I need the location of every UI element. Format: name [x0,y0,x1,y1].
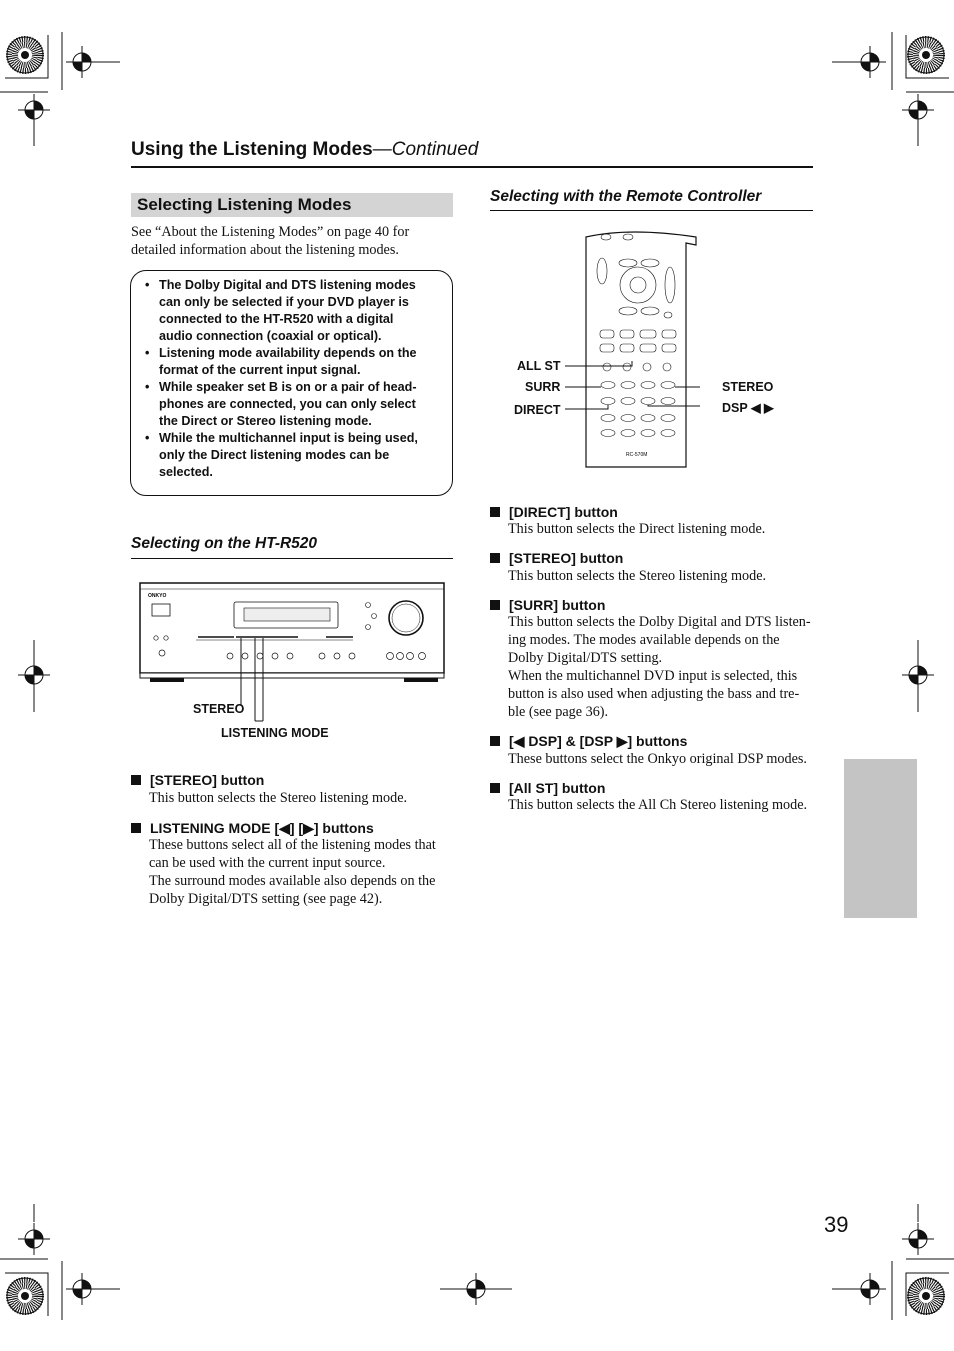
desc-line: These buttons select all of the listening modes that [149,837,436,853]
receiver-label-stereo: STEREO [193,702,245,716]
btn-desc [508,567,818,585]
note-item [143,379,440,430]
desc-line: button is also used when adjusting the bass and tre- [508,686,800,702]
subsection-rule [131,558,453,559]
note-line: connected to the HT-R520 with a digital [159,312,394,326]
page-title [131,139,478,161]
desc-line: ing modes. The modes available depends on the [508,632,780,648]
remote-illustration [560,225,700,470]
square-bullet-icon [490,553,500,563]
btn-heading-listening-mode [131,820,374,837]
note-line: selected. [159,465,213,479]
desc-line: can be used with the current input source. [149,855,386,871]
square-bullet-icon [490,600,500,610]
square-bullet-icon [490,783,500,793]
btn-desc [508,520,818,538]
btn-desc [508,613,820,721]
note-line: can only be selected if your DVD player is [159,295,409,309]
section-tab [844,759,917,918]
btn-heading-dsp [490,733,687,750]
btn-heading-stereo-right [490,550,623,566]
intro-text [131,223,451,259]
remote-label-dsp: DSP ◀ ▶ [722,401,774,415]
note-line: only the Direct listening modes can be [159,448,390,462]
title-rule [131,166,813,168]
note-line: • Listening mode availability depends on the [159,346,417,360]
note-line: phones are connected, you can only select [159,397,416,411]
desc-line: This button selects the Stereo listening mode. [508,568,767,584]
remote-label-stereo: STEREO [722,380,774,394]
intro-line: detailed information about the listening modes. [131,242,399,258]
btn-heading-text: [SURR] button [509,597,606,613]
subsection-title-receiver: Selecting on the HT-R520 [131,535,318,552]
desc-line: The surround modes available also depends on the [149,873,436,889]
desc-line: Dolby Digital/DTS setting. [508,650,663,666]
btn-heading-stereo-left [131,772,264,788]
square-bullet-icon [131,775,141,785]
square-bullet-icon [490,736,500,746]
desc-line: This button selects the Stereo listening mode. [149,790,408,806]
page-title-continued: —Continued [372,139,479,160]
remote-label-surr: SURR [525,380,561,394]
desc-line: When the multichannel DVD input is selected, this [508,668,798,684]
intro-line: See “About the Listening Modes” on page 40 for [131,224,410,240]
square-bullet-icon [490,507,500,517]
receiver-foot [404,678,438,682]
notes-box [130,270,453,496]
remote-label-all-st: ALL ST [517,359,561,373]
receiver-illustration [138,580,448,740]
desc-line: This button selects the All Ch Stereo listening mode. [508,797,808,813]
note-line: the Direct or Stereo listening mode. [159,414,372,428]
btn-desc [508,796,820,814]
btn-desc [508,750,820,768]
note-line: • While the multichannel input is being used, [159,431,418,445]
receiver-brand: ONKYO [148,593,167,599]
note-line: audio connection (coaxial or optical). [159,329,382,343]
notes-list [143,277,440,481]
btn-heading-text: [STEREO] button [150,772,265,788]
note-item [143,345,440,379]
subsection-rule [490,210,813,211]
receiver-label-listening-mode: LISTENING MODE [221,726,329,740]
remote-label-direct: DIRECT [514,403,561,417]
btn-desc [149,836,454,908]
btn-heading-direct [490,504,618,520]
desc-line: ble (see page 36). [508,704,609,720]
btn-heading-text: [All ST] button [509,780,606,796]
page-title-text: Using the Listening Modes [131,139,373,160]
remote-model: RC-570M [626,452,648,458]
btn-heading-surr [490,597,605,613]
subsection-title-remote: Selecting with the Remote Controller [490,188,762,205]
note-line: • While speaker set B is on or a pair of head- [159,380,417,394]
section-title: Selecting Listening Modes [131,193,453,217]
desc-line: This button selects the Dolby Digital and DTS listen- [508,614,811,630]
receiver-foot [150,678,184,682]
btn-heading-text: [DIRECT] button [509,504,618,520]
btn-heading-all-st [490,780,605,796]
volume-knob [389,601,423,635]
page-number: 39 [824,1212,849,1237]
note-item [143,430,440,481]
desc-line: Dolby Digital/DTS setting (see page 42). [149,891,383,907]
note-line: • The Dolby Digital and DTS listening modes [159,278,416,292]
btn-desc [149,789,449,807]
desc-line: These buttons select the Onkyo original DSP modes. [508,751,807,767]
btn-heading-text: [STEREO] button [509,550,624,566]
desc-line: This button selects the Direct listening mode. [508,521,766,537]
note-item [143,277,440,345]
btn-heading-text: LISTENING MODE [◀] [▶] buttons [150,820,374,836]
square-bullet-icon [131,823,141,833]
note-line: format of the current input signal. [159,363,361,377]
btn-heading-text: [◀ DSP] & [DSP ▶] buttons [509,733,688,749]
